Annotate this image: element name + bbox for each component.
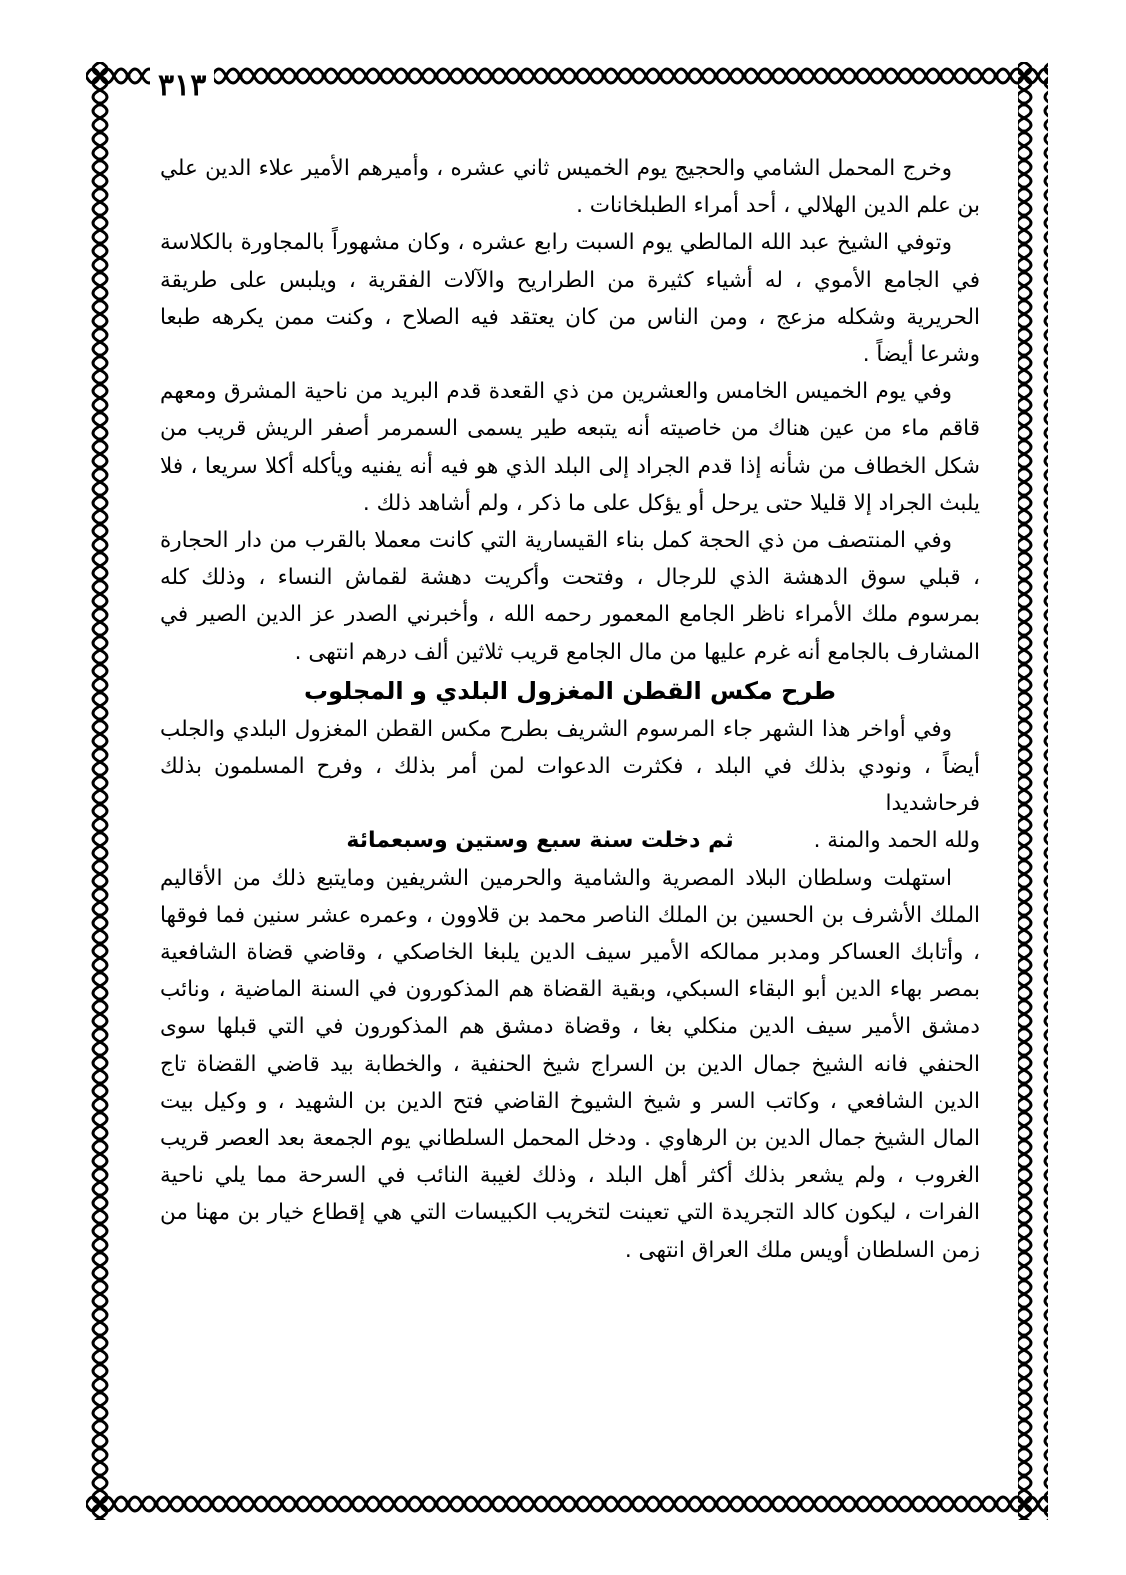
closing-phrase: ولله الحمد والمنة .	[813, 828, 980, 854]
paragraph-1: وخرج المحمل الشامي والحجيج يوم الخميس ثاني عشره ، وأميرهم الأمير علاء الدين علي بن علم الدين الهلالي ، أحد أمراء الطبلخانات .	[160, 156, 980, 219]
closing-and-year-line	[160, 822, 980, 859]
section-heading: طرح مكس القطن المغزول البلدي و المجلوب	[304, 676, 836, 705]
page-number: ٣١٣	[150, 66, 214, 106]
final-paragraph: استهلت وسلطان البلاد المصرية والشامية والحرمين الشريفين ومايتبع ذلك من الأقاليم الملك الأشرف بن الحسين بن الملك الناصر محمد بن قلاوون ، وعمره عشر سنين فما فوقها ، وأتابك العساكر ومدبر ممالكه الأمير سيف الدين يلبغا الخاصكي ، وقاضي قضاة الشافعية بمصر بهاء الدين أبو البقاء السبكي، وبقية القضاة هم المذكورون في السنة الماضية ، ونائب دمشق الأمير سيف الدين منكلي بغا ، وقضاة دمشق هم المذكورون في التي قبلها سوى الحنفي فانه الشيخ جمال الدين بن السراج شيخ الحنفية ، والخطابة بيد قاضي القضاة تاج الدين الشافعي ، وكاتب السر و شيخ الشيوخ القاضي فتح الدين بن الشهيد ، و وكيل بيت المال الشيخ جمال الدين بن الرهاوي . ودخل المحمل السلطاني يوم الجمعة بعد العصر قريب الغروب ، ولم يشعر بذلك أكثر أهل البلد ، وذلك لغيبة النائب في السرحة مما يلي ناحية الفرات ، ليكون كالد التجريدة التي تعينت لتخريب الكبيسات التي هي إقطاع خيار بن مهنا من زمن السلطان أويس ملك العراق انتهى .	[160, 865, 980, 1263]
page-body	[160, 150, 980, 1269]
paragraph-3: وفي يوم الخميس الخامس والعشرين من ذي القعدة قدم البريد من ناحية المشرق ومعهم قاقم ماء من عين هناك من خاصيته أنه يتبعه طير يسمى السمرمر أصفر الريش قريب من شكل الخطاف من شأنه إذا قدم الجراد إلى البلد الذي هو فيه أنه يفنيه ويأكله أكلا سريعا ، فلا يلبث الجراد إلا قليلا حتى يرحل أو يؤكل على ما ذكر ، ولم أشاهد ذلك .	[160, 379, 980, 516]
paragraph-2: وتوفي الشيخ عبد الله المالطي يوم السبت رابع عشره ، وكان مشهوراً بالمجاورة بالكلاسة في الجامع الأموي ، له أشياء كثيرة من الطراريح والآلات الفقرية ، ويلبس على طريقة الحريرية وشكله مزعج ، ومن الناس من كان يعتقد فيه الصلاح ، وكنت ممن يكرهه طبعا وشرعا أيضاً .	[160, 230, 980, 368]
year-heading: ثم دخلت سنة سبع وستين وسبعمائة	[346, 828, 734, 854]
paragraph-4: وفي المنتصف من ذي الحجة كمل بناء القيسارية التي كانت معملا بالقرب من دار الحجارة ، قبلي سوق الدهشة الذي للرجال ، وفتحت وأكريت دهشة لقماش النساء ، وذلك كله بمرسوم ملك الأمراء ناظر الجامع المعمور رحمه الله ، وأخبرني الصدر عز الدين الصير في المشارف بالجامع أنه غرم عليها من مال الجامع قريب ثلاثين ألف درهم انتهى .	[160, 528, 980, 665]
paragraph-after-heading: وفي أواخر هذا الشهر جاء المرسوم الشريف بطرح مكس القطن المغزول البلدي والجلب أيضاً ، ونودي بذلك في البلد ، فكثرت الدعوات لمن أمر بذلك ، وفرح المسلمون بذلك فرحاشديدا	[160, 716, 980, 817]
